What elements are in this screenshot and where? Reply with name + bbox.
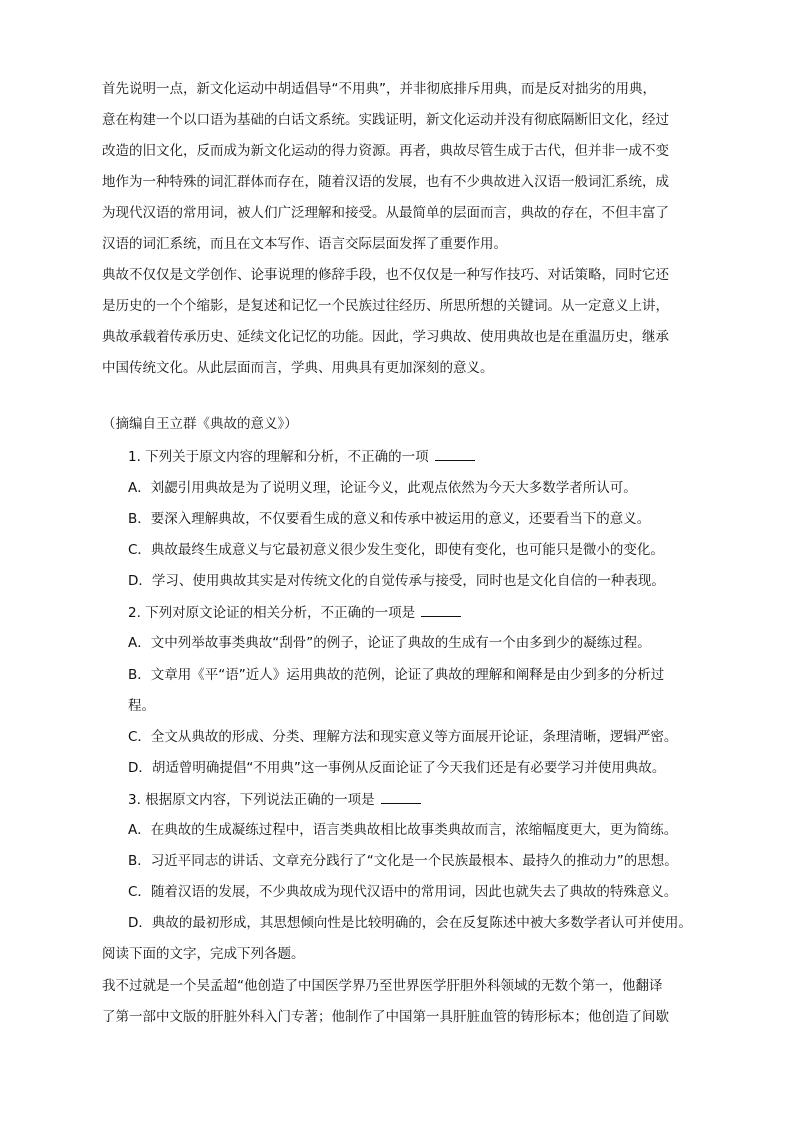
question-2-option-d: D．胡适曾明确提倡“不用典”这一事例从反面论证了今天我们还是有必要学习并使用典故。 [128,760,666,776]
text-line: 是历史的一个个缩影，是复述和记忆一个民族过往经历、所思所想的关键词。从一定意义上讲， [102,298,669,314]
answer-blank [435,446,475,461]
text-line: 典故承载着传承历史、延续文化记忆的功能。因此，学习典故、使用典故也是在重温历史，继承 [102,329,669,345]
question-1-option-a: A．刘勰引用典故是为了说明义理，论证今义，此观点依然为今天大多数学者所认可。 [128,480,637,496]
question-2-option-c: C．全文从典故的形成、分类、理解方法和现实意义等方面展开论证，条理清晰，逻辑严密。 [128,729,678,745]
question-3-option-d: D．典故的最初形成，其思想倾向性是比较明确的，会在反复陈述中被大多数学者认可并使用。 [128,915,692,931]
question-stem-text: 1. 下列关于原文内容的理解和分析，不正确的一项 [128,449,429,465]
reading-line: 了第一部中文版的肝脏外科入门专著；他制作了中国第一具肝脏血管的铸形标本；他创造了间歇 [102,1009,669,1025]
question-3-option-b: B．习近平同志的讲话、文章充分践行了“文化是一个民族最根本、最持久的推动力”的思想。 [128,853,678,869]
question-1-stem [128,446,475,467]
question-3-stem [128,789,421,810]
question-2-option-a: A．文中列举故事类典故“刮骨”的例子，论证了典故的生成有一个由多到少的凝练过程。 [128,635,651,651]
question-1-option-b: B．要深入理解典故，不仅要看生成的意义和传承中被运用的意义，还要看当下的意义。 [128,511,651,527]
text-line: 为现代汉语的常用词，被人们广泛理解和接受。从最简单的层面而言，典故的存在，不但丰富了 [102,205,669,221]
question-1-option-d: D．学习、使用典故其实是对传统文化的自觉传承与接受，同时也是文化自信的一种表现。 [128,573,665,589]
question-2-stem [128,602,461,623]
question-stem-text: 3. 根据原文内容，下列说法正确的一项是 [128,792,375,808]
text-line: 首先说明一点，新文化运动中胡适倡导“不用典”，并非彻底排斥用典，而是反对拙劣的用典， [102,81,656,97]
passage-paragraph-2 [102,260,700,384]
reading-line: 我不过就是一个吴孟超“他创造了中国医学界乃至世界医学肝胆外科领域的无数个第一，他翻译 [102,978,663,994]
text-line: 中国传统文化。从此层面而言，学典、用典具有更加深刻的意义。 [102,360,494,376]
question-2-option-b: B．文章用《平“语”近人》运用典故的范例，论证了典故的理解和阐释是由少到多的分析过 [128,667,665,683]
text-line: 改造的旧文化，反而成为新文化运动的得力资源。再者，典故尽管生成于古代，但并非一成不变 [102,143,669,159]
question-2-option-b-cont: 程。 [128,698,155,714]
answer-blank [421,602,461,617]
question-3-option-c: C．随着汉语的发展，不少典故成为现代汉语中的常用词，因此也就失去了典故的特殊意义。 [128,884,678,900]
text-line: 汉语的词汇系统，而且在文本写作、语言交际层面发挥了重要作用。 [102,236,507,252]
question-stem-text: 2. 下列对原文论证的相关分析，不正确的一项是 [128,605,416,621]
reading-instruction: 阅读下面的文字，完成下列各题。 [102,946,305,962]
answer-blank [381,789,421,804]
source-citation: （摘编自王立群《典故的意义》） [102,416,298,432]
text-line: 典故不仅仅是文学创作、论事说理的修辞手段，也不仅仅是一种写作技巧、对话策略，同时它还 [102,267,669,283]
question-3-option-a: A．在典故的生成凝练过程中，语言类典故相比故事类典故而言，浓缩幅度更大，更为简练。 [128,822,678,838]
text-line: 地作为一种特殊的词汇群体而存在，随着汉语的发展，也有不少典故进入汉语一般词汇系统，成 [102,174,669,190]
question-1-option-c: C．典故最终生成意义与它最初意义很少发生变化，即使有变化，也可能只是微小的变化。 [128,542,664,558]
passage-paragraph-1 [102,74,700,260]
text-line: 意在构建一个以口语为基础的白话文系统。实践证明，新文化运动并没有彻底隔断旧文化，经过 [102,112,669,128]
